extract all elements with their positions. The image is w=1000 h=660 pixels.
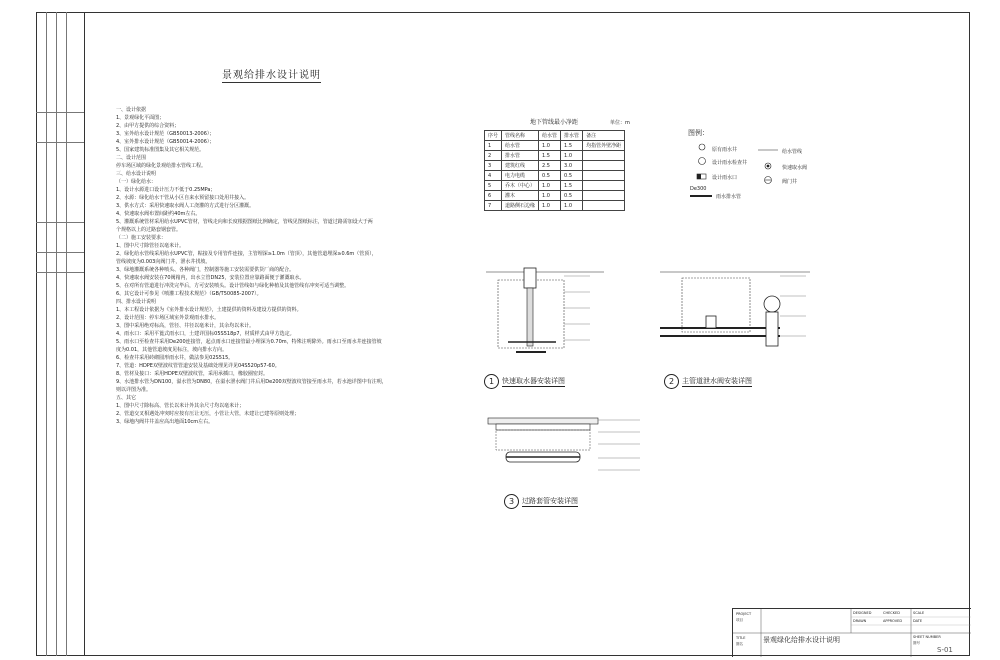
table-cell: 3.0 — [561, 161, 583, 171]
note-line: 1、设计水源进口设计压力不低于0.25MPa； — [116, 187, 216, 193]
note-line: 1、图中尺寸除管径以毫米计。 — [116, 243, 185, 249]
note-line: 3、供水方式：采用快速取水阀人工浇灌的方式进行分区灌溉。 — [116, 203, 255, 209]
table-cell: 1.0 — [561, 151, 583, 161]
note-line: （二）施工安装要求： — [116, 235, 167, 241]
table-row — [485, 151, 625, 161]
table-cell: 1.5 — [561, 141, 583, 151]
note-line: 3、图中采用绝对标高，管径、井径以毫米计，其余均以米计。 — [116, 323, 255, 329]
table-cell: 1.0 — [561, 201, 583, 211]
detail-2-number: 2 — [664, 374, 679, 389]
note-line: 6、检查井采用砖砌圆形雨水井，做法参见02S515。 — [116, 355, 234, 361]
left-title-strip — [36, 12, 85, 656]
table-cell: 灌木 — [502, 191, 539, 201]
design-notes — [116, 106, 456, 426]
pipe-table-header: 排水管 — [561, 131, 583, 141]
tb-label-scale: SCALE — [913, 611, 925, 615]
note-line: 4、雨水口：采用平篦式雨水口，土建详国标05S518p7，材质样式由甲方选定。 — [116, 331, 295, 337]
table-cell — [583, 201, 625, 211]
table-cell: 1.5 — [561, 181, 583, 191]
table-cell: 给水管 — [502, 141, 539, 151]
note-line: （一）绿化给水： — [116, 179, 157, 185]
pipe-table-header: 管线名称 — [502, 131, 539, 141]
table-cell — [583, 181, 625, 191]
detail-1-caption — [484, 374, 565, 389]
legend-item-existing-well: 原有雨水井 — [712, 147, 738, 153]
table-cell: 0.5 — [561, 171, 583, 181]
table-cell: 1.0 — [539, 201, 561, 211]
thick-line-icon — [690, 193, 712, 199]
note-line: 2、设计范围：停车场区域室外景观雨水排水。 — [116, 315, 220, 321]
detail-road-casing-drawing — [482, 412, 642, 482]
tb-label-project-cn: 项目 — [736, 618, 743, 622]
tb-label-designed: DESIGNED — [853, 611, 872, 615]
legend-item-design-well: 设计雨水检查井 — [712, 160, 748, 166]
table-row — [485, 191, 625, 201]
table-cell — [583, 151, 625, 161]
table-cell: 1.0 — [539, 191, 561, 201]
detail-1-number: 1 — [484, 374, 499, 389]
note-line: 5、雨水口至检查井采用De200连接管，起点雨水口连接管最小埋深为0.70m，特殊注明除外。雨水口至雨水井连接管坡 — [116, 339, 382, 345]
pipe-table-unit: 单位：m — [610, 120, 630, 126]
detail-3-number: 3 — [504, 494, 519, 509]
table-row — [485, 161, 625, 171]
note-line: 8、管材及接口：采用HDPE双壁波纹管，采用承插口，橡胶圈密封。 — [116, 371, 268, 377]
legend-symbols-right-icon — [758, 146, 778, 186]
legend-title: 图例： — [688, 129, 709, 137]
note-line: 3、绿地灌溉系统各种喷头、各种阀门，控制器等施工安装需要供货厂商的配合。 — [116, 267, 295, 273]
note-line: 9、水池排水管为DN100，溢水管为DN80，在溢水泄水阀门井后用De200双壁波纹管接至雨水井，若水池详图中有注明， — [116, 379, 387, 385]
tb-label-checked: CHECKED — [883, 611, 900, 615]
legend-item-rain-pipe: 雨水排水管 — [716, 194, 742, 200]
title-block — [732, 608, 971, 657]
note-line: 2、由甲方提供的综合资料； — [116, 123, 180, 129]
tb-label-project: PROJECT — [736, 612, 752, 616]
note-line: 3、绿地内阀井井盖应高出地面10cm左右。 — [116, 419, 214, 425]
note-line: 个规格以上的过路套钢套管。 — [116, 227, 182, 233]
table-cell: 5 — [485, 181, 502, 191]
note-line: 3、室外给水设计规范（GB50013-2006）； — [116, 131, 215, 137]
detail-2-label: 主管道泄水阀安装详图 — [682, 377, 752, 385]
note-line: 4、快速取水阀布置间距约40m左右。 — [116, 211, 201, 217]
table-cell — [583, 161, 625, 171]
detail-3-caption — [504, 494, 578, 509]
note-line: 管线坡度为0.003向阀门井，泄水井找坡。 — [116, 259, 211, 265]
pipe-table-header: 序号 — [485, 131, 502, 141]
note-line: 2、绿化给水管线采用给水UPVC管，粘接及专用管件连接，主管埋深≥1.0m（管顶），其他管道埋深≥0.6m（管顶）， — [116, 251, 377, 257]
note-line: 5、灌溉系统管材采用给水UPVC管材，管线走向和长度根据图纸比例确定，管线见图纸标注，管道过路需加设大于两 — [116, 219, 373, 225]
table-cell: 建筑红线 — [502, 161, 539, 171]
note-line: 1、图中尺寸除标高、管长以米计外其余尺寸均以毫米计； — [116, 403, 245, 409]
tb-sheet-no: S-01 — [937, 646, 953, 654]
detail-quick-valve-drawing — [486, 262, 604, 372]
table-cell: 排水管 — [502, 151, 539, 161]
table-cell: 1.0 — [539, 181, 561, 191]
table-cell: 道路侧石边缘 — [502, 201, 539, 211]
table-row — [485, 181, 625, 191]
tb-drawing-name: 景观绿化给排水设计说明 — [763, 636, 840, 644]
table-cell: 6 — [485, 191, 502, 201]
note-line: 1、本工程设计依据为《室外排水设计规范》，土建提供的资料及建设方提供的资料。 — [116, 307, 302, 313]
table-cell: 1 — [485, 141, 502, 151]
table-cell: 2 — [485, 151, 502, 161]
pipe-table-title: 地下管线最小净距 — [530, 119, 579, 126]
table-cell: 3 — [485, 161, 502, 171]
legend-item-rain-inlet: 设计雨水口 — [712, 175, 738, 181]
note-line: 一、设计依据 — [116, 107, 147, 113]
note-line: 5、国家建筑标准图集及其它相关规范。 — [116, 147, 205, 153]
table-cell: 0.5 — [561, 191, 583, 201]
table-cell: 1.0 — [539, 141, 561, 151]
tb-label-sheet-number-cn: 图号 — [913, 641, 920, 645]
note-line: 4、快速取水阀安装在70阀箱内，出水立管DN25，安装位置应靠路面便于灌溉取水。 — [116, 275, 305, 281]
note-line: 6、其它设计可参见《喷灌工程技术规范》（GB/T50085-2007）。 — [116, 291, 262, 297]
tb-label-title: TITLE — [736, 636, 746, 640]
note-line: 则以详图为准。 — [116, 387, 152, 393]
drawing-title: 景观给排水设计说明 — [222, 66, 321, 83]
tb-label-sheet-number: SHEET NUMBER — [913, 635, 941, 639]
note-line: 7、管道：HDPE双壁波纹管管道安装及基础处理见详见04S520p57-60。 — [116, 363, 280, 369]
note-line: 度为0.01，其他管道坡度见标注，坡向排水方向。 — [116, 347, 228, 353]
detail-1-label: 快速取水器安装详图 — [502, 377, 565, 385]
note-line: 三、给水设计说明 — [116, 171, 157, 177]
note-line: 五、其它 — [116, 395, 137, 401]
note-line: 1、景观绿化平面图； — [116, 115, 165, 121]
note-line: 停车场区域的绿化景观给排水管线工程。 — [116, 163, 207, 169]
tb-label-approved: APPROVED — [883, 619, 903, 623]
table-cell — [583, 171, 625, 181]
detail-drain-valve-drawing — [660, 262, 810, 372]
detail-2-caption — [664, 374, 752, 389]
table-cell — [583, 191, 625, 201]
note-line: 2、水源：绿化给水干管从小区自来水预留接口处用井接入。 — [116, 195, 250, 201]
detail-3-label: 过路套管安装详图 — [522, 497, 578, 505]
note-line: 二、设计范围 — [116, 155, 147, 161]
table-cell: 4 — [485, 171, 502, 181]
note-line: 5、在对所有管道进行冲洗完毕后，方可安装喷头。设计管线如与绿化种植及其他管线有冲突可适当调整。 — [116, 283, 350, 289]
pipe-table-header: 给水管 — [539, 131, 561, 141]
legend-item-water-line: 给水管线 — [782, 149, 803, 155]
legend-item-quick-valve: 快速取水阀 — [782, 165, 808, 171]
table-row — [485, 141, 625, 151]
note-line: 4、室外排水设计规范（GB50014-2006）； — [116, 139, 215, 145]
pipe-clearance-table — [484, 130, 625, 211]
tb-label-date: DATE — [913, 619, 923, 623]
table-cell: 电力电缆 — [502, 171, 539, 181]
tb-label-drawn: DRAWN — [853, 619, 867, 623]
table-row — [485, 201, 625, 211]
table-cell: 7 — [485, 201, 502, 211]
tb-label-title-cn: 图名 — [736, 642, 743, 646]
table-cell: 0.5 — [539, 171, 561, 181]
table-cell: 均指管外壁净距 — [583, 141, 625, 151]
table-cell: 2.5 — [539, 161, 561, 171]
legend-item-de300: De300 — [690, 186, 707, 192]
legend-item-valve-well: 阀门井 — [782, 179, 798, 185]
note-line: 2、管道交叉相遇处冲突时应按有压让无压，小管让大管，未建让已建等原则处理； — [116, 411, 300, 417]
note-line: 四、排水设计说明 — [116, 299, 157, 305]
table-cell: 乔木（中心） — [502, 181, 539, 191]
table-row — [485, 171, 625, 181]
table-cell: 1.5 — [539, 151, 561, 161]
pipe-table-header: 备注 — [583, 131, 625, 141]
